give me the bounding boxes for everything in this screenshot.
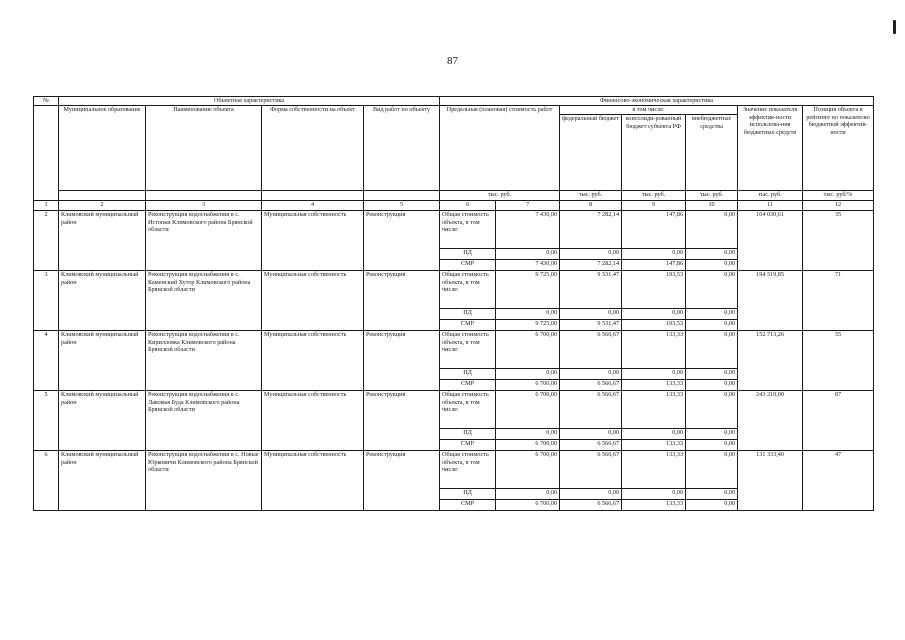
row-smr-value: 133,33	[622, 440, 686, 451]
column-number: 9	[622, 201, 686, 211]
row-pd-value: 0,00	[622, 309, 686, 320]
row-work-type: Реконструкция	[364, 271, 440, 331]
unit-spacer	[146, 191, 262, 201]
row-pd-value: 0,00	[560, 429, 622, 440]
row-pd-value: 0,00	[496, 249, 560, 260]
row-total-value: 6 700,00	[496, 331, 560, 369]
row-pd-value: 0,00	[686, 429, 738, 440]
row-total-value: 133,33	[622, 331, 686, 369]
unit-cell: тыс. руб.	[622, 191, 686, 201]
row-object-name: Реконструкция водоснабжения в с. Кирилловка Климовского района Брянской области	[146, 331, 262, 391]
column-number: 2	[59, 201, 146, 211]
row-total-value: 147,86	[622, 211, 686, 249]
unit-cell: тыс. руб.	[560, 191, 622, 201]
row-smr-value: 0,00	[686, 500, 738, 511]
row-smr-value: 6 700,00	[496, 380, 560, 391]
table-row	[34, 211, 874, 249]
row-rating: 35	[803, 211, 874, 271]
row-smr-label: СМР	[440, 380, 496, 391]
row-pd-value: 0,00	[560, 309, 622, 320]
row-municipality: Климовский муниципальный район	[59, 451, 146, 511]
row-total-value: 6 566,67	[560, 331, 622, 369]
header-num-spacer	[34, 106, 59, 201]
row-pd-label: ПД	[440, 369, 496, 380]
row-pd-value: 0,00	[622, 369, 686, 380]
row-work-type: Реконструкция	[364, 211, 440, 271]
row-smr-label: СМР	[440, 320, 496, 331]
row-total-value: 133,33	[622, 391, 686, 429]
row-number: 3	[34, 271, 59, 331]
row-ownership: Муниципальная собственность	[262, 451, 364, 511]
row-total-label: Общая стоимость объекта, в том числе:	[440, 271, 496, 309]
row-ownership: Муниципальная собственность	[262, 271, 364, 331]
unit-cell: тыс. руб/%	[803, 191, 874, 201]
header-work-type: Вид работ по объекту	[364, 106, 440, 191]
header-federal: федеральный бюджет	[560, 115, 622, 191]
row-work-type: Реконструкция	[364, 391, 440, 451]
object-finance-table	[33, 96, 874, 511]
column-number: 1	[34, 201, 59, 211]
row-total-label: Общая стоимость объекта, в том числе:	[440, 211, 496, 249]
row-efficiency: 152 713,26	[738, 331, 803, 391]
row-total-value: 7 282,14	[560, 211, 622, 249]
column-number: 5	[364, 201, 440, 211]
row-pd-label: ПД	[440, 489, 496, 500]
row-pd-value: 0,00	[496, 309, 560, 320]
row-rating: 47	[803, 451, 874, 511]
row-smr-value: 133,33	[622, 500, 686, 511]
row-smr-value: 6 700,00	[496, 500, 560, 511]
header-including: в том числе:	[560, 106, 738, 115]
row-smr-value: 7 282,14	[560, 260, 622, 271]
row-pd-value: 0,00	[686, 369, 738, 380]
row-smr-value: 9 531,47	[560, 320, 622, 331]
row-pd-label: ПД	[440, 249, 496, 260]
header-consolidated: консолиди-рованный бюджет субъекта РФ	[622, 115, 686, 191]
row-pd-value: 0,00	[686, 309, 738, 320]
row-smr-value: 6 700,00	[496, 440, 560, 451]
header-object-name: Наименование объекта	[146, 106, 262, 191]
row-total-value: 0,00	[686, 211, 738, 249]
row-smr-value: 193,53	[622, 320, 686, 331]
table-body	[34, 211, 874, 511]
row-total-label: Общая стоимость объекта, в том числе:	[440, 451, 496, 489]
row-smr-value: 6 566,67	[560, 500, 622, 511]
table-header	[34, 97, 874, 211]
row-object-name: Реконструкция водоснабжения в с. Каменский Хутор Климовского района Брянской области	[146, 271, 262, 331]
row-smr-value: 147,86	[622, 260, 686, 271]
row-total-value: 9 531,47	[560, 271, 622, 309]
header-extrabudget: внебюджетные средства	[686, 115, 738, 191]
row-total-value: 0,00	[686, 391, 738, 429]
row-smr-value: 6 566,67	[560, 440, 622, 451]
row-ownership: Муниципальная собственность	[262, 331, 364, 391]
header-ownership: Форма собственности на объект	[262, 106, 364, 191]
column-number: 11	[738, 201, 803, 211]
row-number: 2	[34, 211, 59, 271]
row-pd-value: 0,00	[622, 489, 686, 500]
row-smr-value: 6 566,67	[560, 380, 622, 391]
row-smr-value: 0,00	[686, 320, 738, 331]
row-ownership: Муниципальная собственность	[262, 211, 364, 271]
column-number: 10	[686, 201, 738, 211]
row-pd-value: 0,00	[560, 489, 622, 500]
row-smr-value: 0,00	[686, 380, 738, 391]
row-efficiency: 243 210,00	[738, 391, 803, 451]
unit-cell: тыс. руб.	[686, 191, 738, 201]
row-smr-label: СМР	[440, 500, 496, 511]
row-rating: 71	[803, 271, 874, 331]
row-object-name: Реконструкция водоснабжения в с. Лакомая Буда Климовского района Брянской области	[146, 391, 262, 451]
row-total-value: 133,33	[622, 451, 686, 489]
row-work-type: Реконструкция	[364, 451, 440, 511]
row-pd-label: ПД	[440, 309, 496, 320]
row-pd-value: 0,00	[496, 369, 560, 380]
row-municipality: Климовский муниципальный район	[59, 271, 146, 331]
row-pd-value: 0,00	[622, 429, 686, 440]
row-pd-value: 0,00	[496, 489, 560, 500]
row-object-name: Реконструкция водоснабжения в с. Новые Юрковичи Климовского района Брянской области	[146, 451, 262, 511]
unit-cell: тыс. руб.	[738, 191, 803, 201]
row-efficiency: 131 333,40	[738, 451, 803, 511]
row-smr-label: СМР	[440, 260, 496, 271]
row-total-value: 7 430,00	[496, 211, 560, 249]
column-number: 8	[560, 201, 622, 211]
header-efficiency: Значение показателя эффектив-ности использова-ния бюджетных средств	[738, 106, 803, 191]
row-total-value: 9 725,00	[496, 271, 560, 309]
scan-margin-mark	[893, 20, 896, 34]
header-object-characteristic: Объектная характеристика	[59, 97, 440, 106]
row-smr-label: СМР	[440, 440, 496, 451]
header-num: №	[34, 97, 59, 106]
row-number: 4	[34, 331, 59, 391]
column-number: 7	[496, 201, 560, 211]
column-number: 6	[440, 201, 496, 211]
row-municipality: Климовский муниципальный район	[59, 211, 146, 271]
row-total-value: 0,00	[686, 271, 738, 309]
table-row	[34, 451, 874, 489]
row-total-label: Общая стоимость объекта, в том числе:	[440, 391, 496, 429]
table-row	[34, 331, 874, 369]
row-total-label: Общая стоимость объекта, в том числе:	[440, 331, 496, 369]
column-number: 12	[803, 201, 874, 211]
row-total-value: 6 700,00	[496, 451, 560, 489]
row-pd-value: 0,00	[496, 429, 560, 440]
row-total-value: 193,53	[622, 271, 686, 309]
row-smr-value: 9 725,00	[496, 320, 560, 331]
unit-spacer	[59, 191, 146, 201]
row-pd-value: 0,00	[560, 369, 622, 380]
row-total-value: 6 700,00	[496, 391, 560, 429]
row-total-value: 0,00	[686, 451, 738, 489]
unit-spacer	[364, 191, 440, 201]
row-rating: 55	[803, 331, 874, 391]
row-efficiency: 194 519,85	[738, 271, 803, 331]
row-pd-value: 0,00	[560, 249, 622, 260]
row-ownership: Муниципальная собственность	[262, 391, 364, 451]
row-number: 5	[34, 391, 59, 451]
row-number: 6	[34, 451, 59, 511]
unit-spacer	[262, 191, 364, 201]
row-municipality: Климовский муниципальный район	[59, 391, 146, 451]
row-municipality: Климовский муниципальный район	[59, 331, 146, 391]
row-pd-label: ПД	[440, 429, 496, 440]
row-efficiency: 104 030,61	[738, 211, 803, 271]
row-pd-value: 0,00	[622, 249, 686, 260]
row-total-value: 6 566,67	[560, 391, 622, 429]
row-smr-value: 7 430,00	[496, 260, 560, 271]
row-work-type: Реконструкция	[364, 331, 440, 391]
header-limit-cost: Предельная (плановая) стоимость работ	[440, 106, 560, 191]
row-pd-value: 0,00	[686, 489, 738, 500]
header-rating: Позиция объекта в рейтинге по показателю бюджетной эффектив-ности	[803, 106, 874, 191]
row-pd-value: 0,00	[686, 249, 738, 260]
row-object-name: Реконструкция водоснабжения в с. Истопки Климовского района Брянской области	[146, 211, 262, 271]
unit-cell: тыс. руб.	[440, 191, 560, 201]
row-total-value: 0,00	[686, 331, 738, 369]
table-row	[34, 271, 874, 309]
header-finance-characteristic: Финансово-экономическая характеристика	[440, 97, 874, 106]
page-number: 87	[447, 55, 458, 67]
row-total-value: 6 566,67	[560, 451, 622, 489]
row-smr-value: 0,00	[686, 260, 738, 271]
table-row	[34, 391, 874, 429]
column-number: 3	[146, 201, 262, 211]
column-number: 4	[262, 201, 364, 211]
row-rating: 87	[803, 391, 874, 451]
row-smr-value: 0,00	[686, 440, 738, 451]
header-municipality: Муниципальное образование	[59, 106, 146, 191]
row-smr-value: 133,33	[622, 380, 686, 391]
